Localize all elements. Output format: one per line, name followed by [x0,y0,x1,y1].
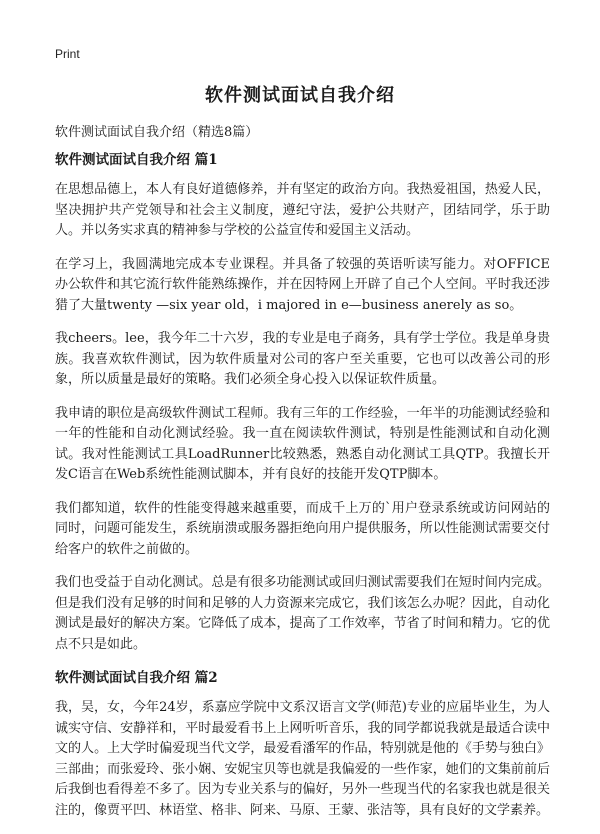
section-heading: 软件测试面试自我介绍 篇2 [55,670,218,686]
page-title: 软件测试面试自我介绍 [205,85,395,106]
paragraph: 我申请的职位是高级软件测试工程师。我有三年的工作经验，一年半的功能测试经验和一年的性能和自动化测试经验。我一直在阅读软件测试，特别是性能测试和自动化测试。我对性能测试工具LoadRunner比较熟悉，熟悉自动化测试工具QTP。我擅长开发C语言在Web系统性能测试脚本，并有良好的技能开发QTP脚本。 [55,405,550,482]
section-heading: 软件测试面试自我介绍 篇1 [55,152,218,168]
section-1 [55,150,550,655]
paragraph: 在学习上，我圆满地完成本专业课程。并具备了较强的英语听读写能力。对OFFICE办公软件和其它流行软件能熟练操作，并在因特网上开辟了自己个人空间。平时我还涉猎了大量twenty —six year old，i majored in e—business anerely as so。 [55,256,550,313]
section-2 [55,668,550,821]
print-link[interactable]: Print [55,47,80,61]
paragraph: 我，吴，女，今年24岁，系嘉应学院中文系汉语言文学(师范)专业的应届毕业生，为人诚实守信、安静祥和，平时最爱看书上上网听听音乐，我的同学都说我就是最适合读中文的人。上大学时偏爱现当代文学，最爱看潘军的作品，特别就是他的《手势与独白》三部曲；而张爱玲、张小娴、安妮宝贝等也就是我偏爱的一些作家，她们的文集前前后后我倒也看得差不多了。因为专业关系与的偏好，另外一些现当代的名家我也就是很关注的，像贾平凹、林语堂、格非、阿来、马原、王蒙、张洁等，具有良好的文学素养。 [55,700,550,818]
document-body [55,150,550,834]
paragraph: 在思想品德上，本人有良好道德修养，并有坚定的政治方向。我热爱祖国，热爱人民，坚决拥护共产党领导和社会主义制度，遵纪守法，爱护公共财产，团结同学，乐于助人。并以务实求真的精神参与学校的公益宣传和爱国主义活动。 [55,182,550,238]
paragraph: 我cheers。lee，我今年二十六岁，我的专业是电子商务，具有学士学位。我是单身贵族。我喜欢软件测试，因为软件质量对公司的客户至关重要，它也可以改善公司的形象，所以质量是最好的策略。我们必须全身心投入以保证软件质量。 [55,331,550,387]
paragraph: 我们都知道，软件的性能变得越来越重要，而成千上万的`用户登录系统或访问网站的同时，问题可能发生，系统崩溃或服务器拒绝向用户提供服务，所以性能测试需要交付给客户的软件之前做的。 [55,500,550,557]
paragraph: 我们也受益于自动化测试。总是有很多功能测试或回归测试需要我们在短时间内完成。但是我们没有足够的时间和足够的人力资源来完成它，我们该怎么办呢？因此，自动化测试是最好的解决方案。它降低了成本，提高了工作效率，节省了时间和精力。它的优点不只是如此。 [55,575,550,652]
document-subtitle: 软件测试面试自我介绍（精选8篇） [55,125,259,140]
